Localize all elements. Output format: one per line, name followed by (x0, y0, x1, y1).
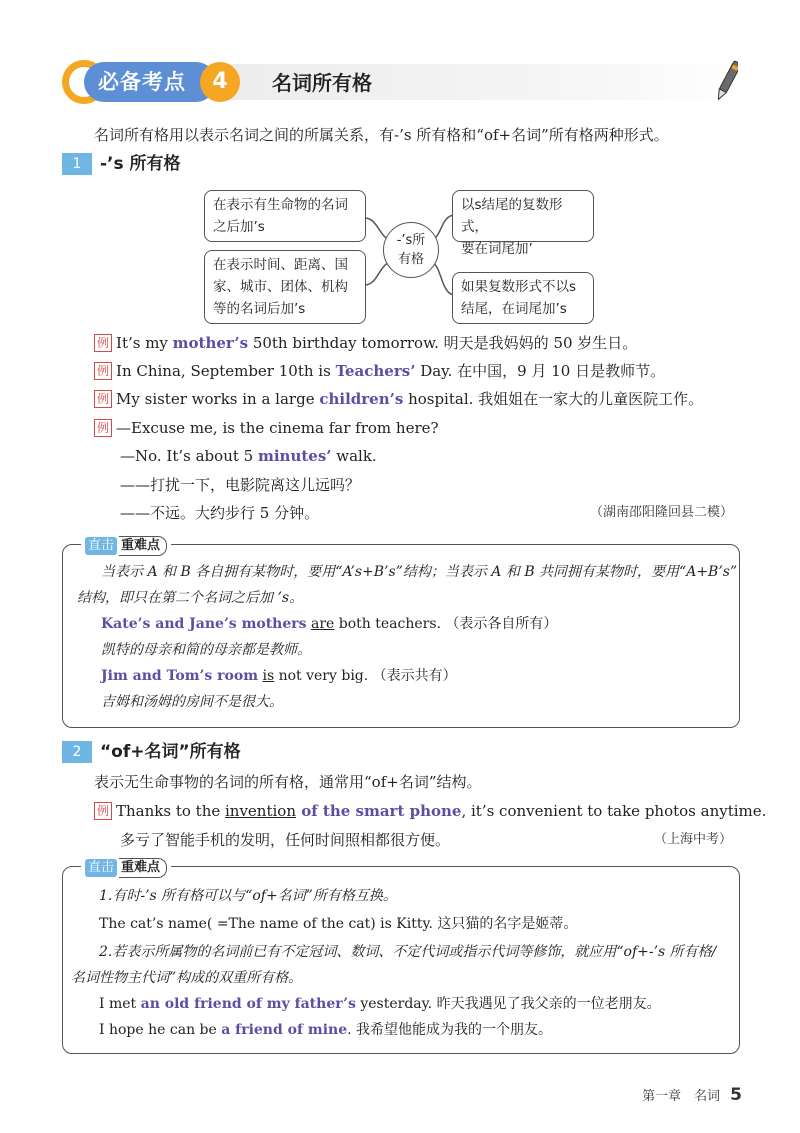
mindmap-box-plural-s (452, 190, 594, 257)
example-highlight: of the smart phone (296, 802, 462, 820)
keybox2-line2: The cat’s name( =The name of the cat) is Kitty. 这只猫的名字是姬蒂。 (99, 916, 578, 932)
section1-title: -’s 所有格 (100, 154, 181, 174)
key-point-tab-a: 直击 (85, 537, 117, 555)
mindmap-text: 家、城市、团体、机构 (213, 279, 348, 295)
example-text: hospital. 我姐姐在一家大的儿童医院工作。 (403, 390, 704, 408)
mindmap-text: 在表示时间、距离、国 (213, 257, 348, 273)
section1-number: 1 (62, 153, 92, 175)
mindmap-center-text: -’s所 (396, 233, 426, 248)
mindmap-center (383, 222, 439, 278)
keybox2-line4: 名词性物主代词”构成的双重所有格。 (71, 970, 303, 986)
badge-label: 必备考点 (84, 62, 216, 102)
mindmap-text: 如果复数形式不以s (461, 279, 577, 295)
example-tag: 例 (94, 419, 112, 437)
keybox2-text: I met (99, 996, 141, 1012)
mindmap-text: 结尾，在词尾加’s (461, 301, 567, 317)
section2-description: 表示无生命事物的名词的所有格，通常用“of+名词”结构。 (94, 773, 482, 791)
example-highlight: Teachers’ (335, 362, 416, 380)
example-text: —No. It’s about 5 (120, 447, 258, 465)
page-footer (642, 1085, 742, 1105)
mindmap-text: 以s结尾的复数形式， (461, 197, 563, 235)
page-title: 名词所有格 (272, 71, 372, 95)
keybox2-line3: 2.若表示所属物的名词前已有不定冠词、数词、不定代词或指示代词等修饰，就应用“of+-’s 所有格/ (99, 944, 717, 960)
keybox1-line4: 凯特的母亲和简的母亲都是教师。 (101, 642, 311, 658)
example-4-line4: ——不远。大约步行 5 分钟。 (120, 504, 320, 522)
mindmap-text: 要在词尾加’ (461, 241, 533, 257)
mindmap-center-text: 有格 (397, 252, 424, 267)
key-point-box-2 (62, 860, 740, 1054)
example-4-line1 (94, 417, 439, 439)
keybox2-line6 (99, 1019, 552, 1041)
keybox1-verb: are (310, 616, 335, 632)
example-highlight: mother’s (172, 334, 249, 352)
keybox1-line3 (101, 613, 557, 635)
example-highlight: minutes’ (257, 447, 332, 465)
example-1 (94, 332, 637, 354)
keybox1-line2: 结构，即只在第二个名词之后加 ’s。 (77, 590, 304, 606)
mindmap-connectors (0, 0, 800, 340)
example-highlight: children’s (319, 390, 404, 408)
example-text: My sister works in a large (116, 390, 320, 408)
keybox2-text: yesterday. 昨天我遇见了我父亲的一位老朋友。 (355, 996, 661, 1012)
keybox1-line1: 当表示 A 和 B 各自拥有某物时，要用“A’s+B’s”结构；当表示 A 和 B 共同拥有某物时，要用“A+B’s” (101, 564, 738, 580)
key-point-tab (81, 536, 171, 556)
section2-example-source: （上海中考） (654, 832, 733, 847)
example-underlined: invention (225, 802, 296, 820)
mindmap-box-animate (204, 190, 366, 242)
key-point-tab-b: 重难点 (119, 858, 167, 878)
example-tag: 例 (94, 362, 112, 380)
keybox2-text: I hope he can be (99, 1022, 222, 1038)
section2-example-cn: 多亏了智能手机的发明，任何时间照相都很方便。 (120, 831, 451, 849)
example-text: It’s my (116, 334, 173, 352)
key-point-box-1 (62, 538, 740, 728)
section2-example (94, 800, 766, 822)
keybox1-line5 (101, 665, 457, 687)
keybox1-highlight: Jim and Tom’s room (101, 668, 259, 684)
keybox2-highlight: a friend of mine (221, 1022, 348, 1038)
mindmap-text: 在表示有生命物的名词 (213, 197, 348, 213)
example-text: walk. (331, 447, 377, 465)
keybox2-text: . 我希望他能成为我的一个朋友。 (347, 1022, 553, 1038)
mindmap-text: 等的名词后加’s (213, 301, 306, 317)
example-tag: 例 (94, 390, 112, 408)
mindmap-box-time-distance (204, 250, 366, 324)
example-2 (94, 360, 665, 382)
keybox1-line6: 吉姆和汤姆的房间不是很大。 (101, 694, 283, 710)
example-4-line3: ——打扰一下，电影院离这儿远吗？ (120, 476, 361, 494)
example-text: Day. 在中国，9 月 10 日是教师节。 (415, 362, 666, 380)
example-3 (94, 388, 703, 410)
example-tag: 例 (94, 334, 112, 352)
footer-chapter: 第一章 名词 (642, 1089, 721, 1104)
key-point-tab-a: 直击 (85, 859, 117, 877)
keybox2-line1: 1.有时-’s 所有格可以与“of+名词”所有格互换。 (99, 888, 397, 904)
key-point-tab-b: 重难点 (119, 536, 167, 556)
key-point-tab (81, 858, 171, 878)
keybox2-line5 (99, 993, 661, 1015)
example-text: , it’s convenient to take photos anytime. (461, 802, 767, 820)
keybox2-highlight: an old friend of my father’s (140, 996, 356, 1012)
example-text: In China, September 10th is (116, 362, 336, 380)
example-text: —Excuse me, is the cinema far from here? (116, 419, 439, 437)
keybox1-text: both teachers. （表示各自所有） (334, 616, 558, 632)
example-tag: 例 (94, 802, 112, 820)
keybox1-text: not very big. （表示共有） (274, 668, 457, 684)
mindmap-box-plural-non-s (452, 272, 594, 324)
intro-text: 名词所有格用以表示名词之间的所属关系，有-’s 所有格和“of+名词”所有格两种形式。 (94, 126, 669, 144)
mindmap-text: 之后加’s (213, 219, 265, 235)
section2-title: “of+名词”所有格 (100, 742, 241, 762)
example-4-line2 (120, 445, 377, 467)
page-number: 5 (730, 1085, 742, 1105)
example-text: 50th birthday tomorrow. 明天是我妈妈的 50 岁生日。 (248, 334, 638, 352)
keybox1-highlight: Kate’s and Jane’s mothers (101, 616, 307, 632)
example-4-source: （湖南邵阳隆回县二模） (590, 505, 734, 520)
example-text: Thanks to the (116, 802, 225, 820)
keybox1-verb: is (262, 668, 275, 684)
section2-number: 2 (62, 741, 92, 763)
badge-number: 4 (200, 62, 240, 102)
